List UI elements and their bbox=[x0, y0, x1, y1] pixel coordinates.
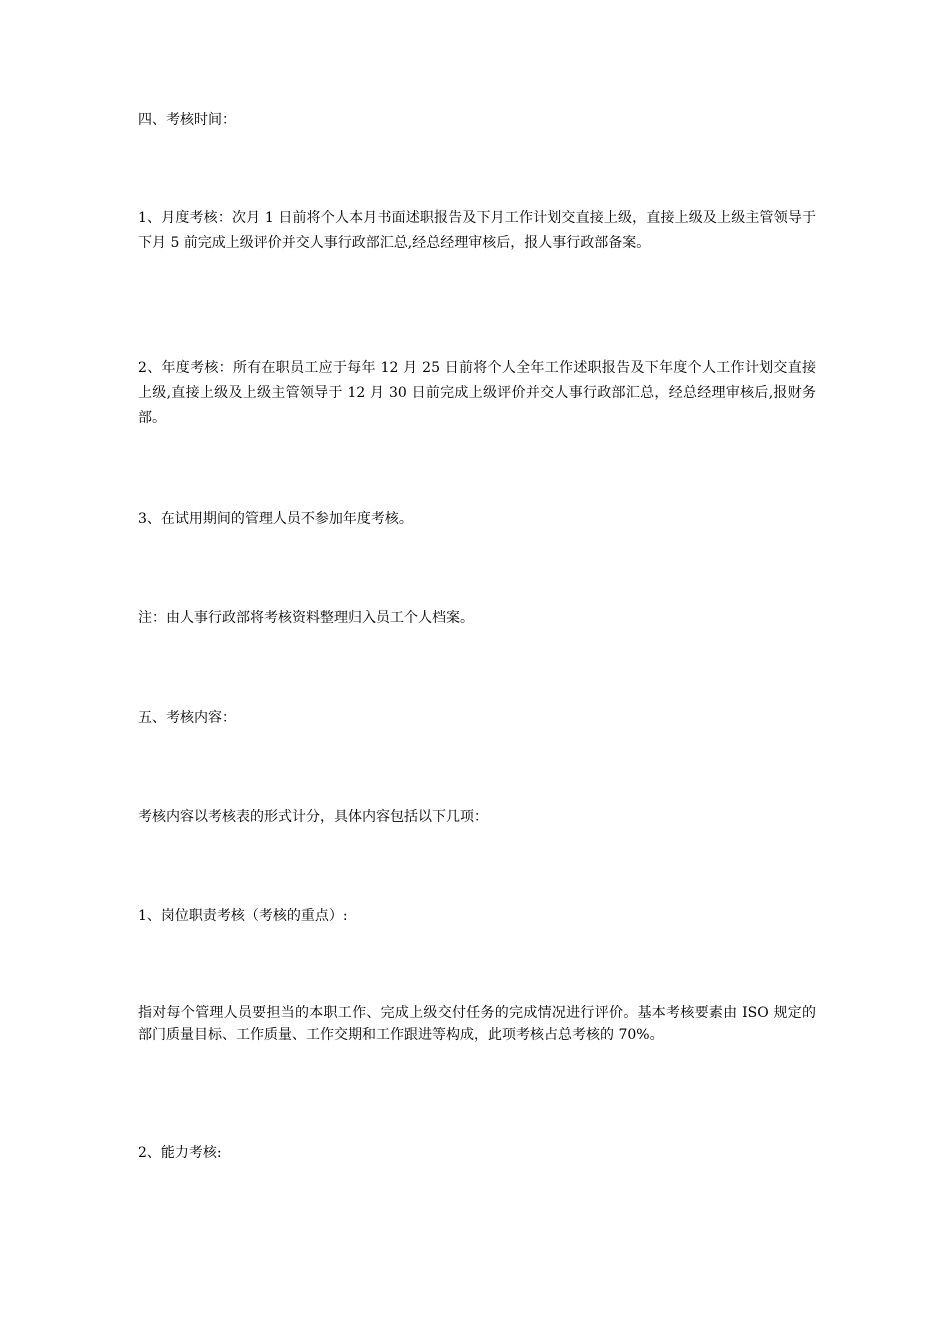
archive-note: 注：由人事行政部将考核资料整理归入员工个人档案。 bbox=[138, 610, 474, 626]
monthly-review-paragraph: 1、月度考核：次月 1 日前将个人本月书面述职报告及下月工作计划交直接上级，直接上级及上级主管领导于下月 5 前完成上级评价并交人事行政部汇总,经总经理审核后，报人事行政部备案。 bbox=[138, 210, 816, 251]
probation-paragraph: 3、在试用期间的管理人员不参加年度考核。 bbox=[138, 511, 413, 527]
section-4-heading: 四、考核时间： bbox=[138, 112, 236, 128]
annual-review-paragraph: 2、年度考核：所有在职员工应于每年 12 月 25 日前将个人全年工作述职报告及下年度个人工作计划交直接上级,直接上级及上级主管领导于 12 月 30 日前完成上级评价并交人事行政部汇总，经总经理审核后,报财务部。 bbox=[138, 360, 816, 426]
content-intro-paragraph: 考核内容以考核表的形式计分，具体内容包括以下几项： bbox=[138, 809, 488, 825]
ability-review-heading: 2、能力考核: bbox=[138, 1145, 222, 1161]
section-5-heading: 五、考核内容： bbox=[138, 710, 236, 726]
duty-review-heading: 1、岗位职责考核（考核的重点）: bbox=[138, 908, 348, 924]
duty-review-paragraph: 指对每个管理人员要担当的本职工作、完成上级交付任务的完成情况进行评价。基本考核要素由 ISO 规定的部门质量目标、工作质量、工作交期和工作跟进等构成，此项考核占总考核的 70%。 bbox=[138, 1005, 816, 1043]
